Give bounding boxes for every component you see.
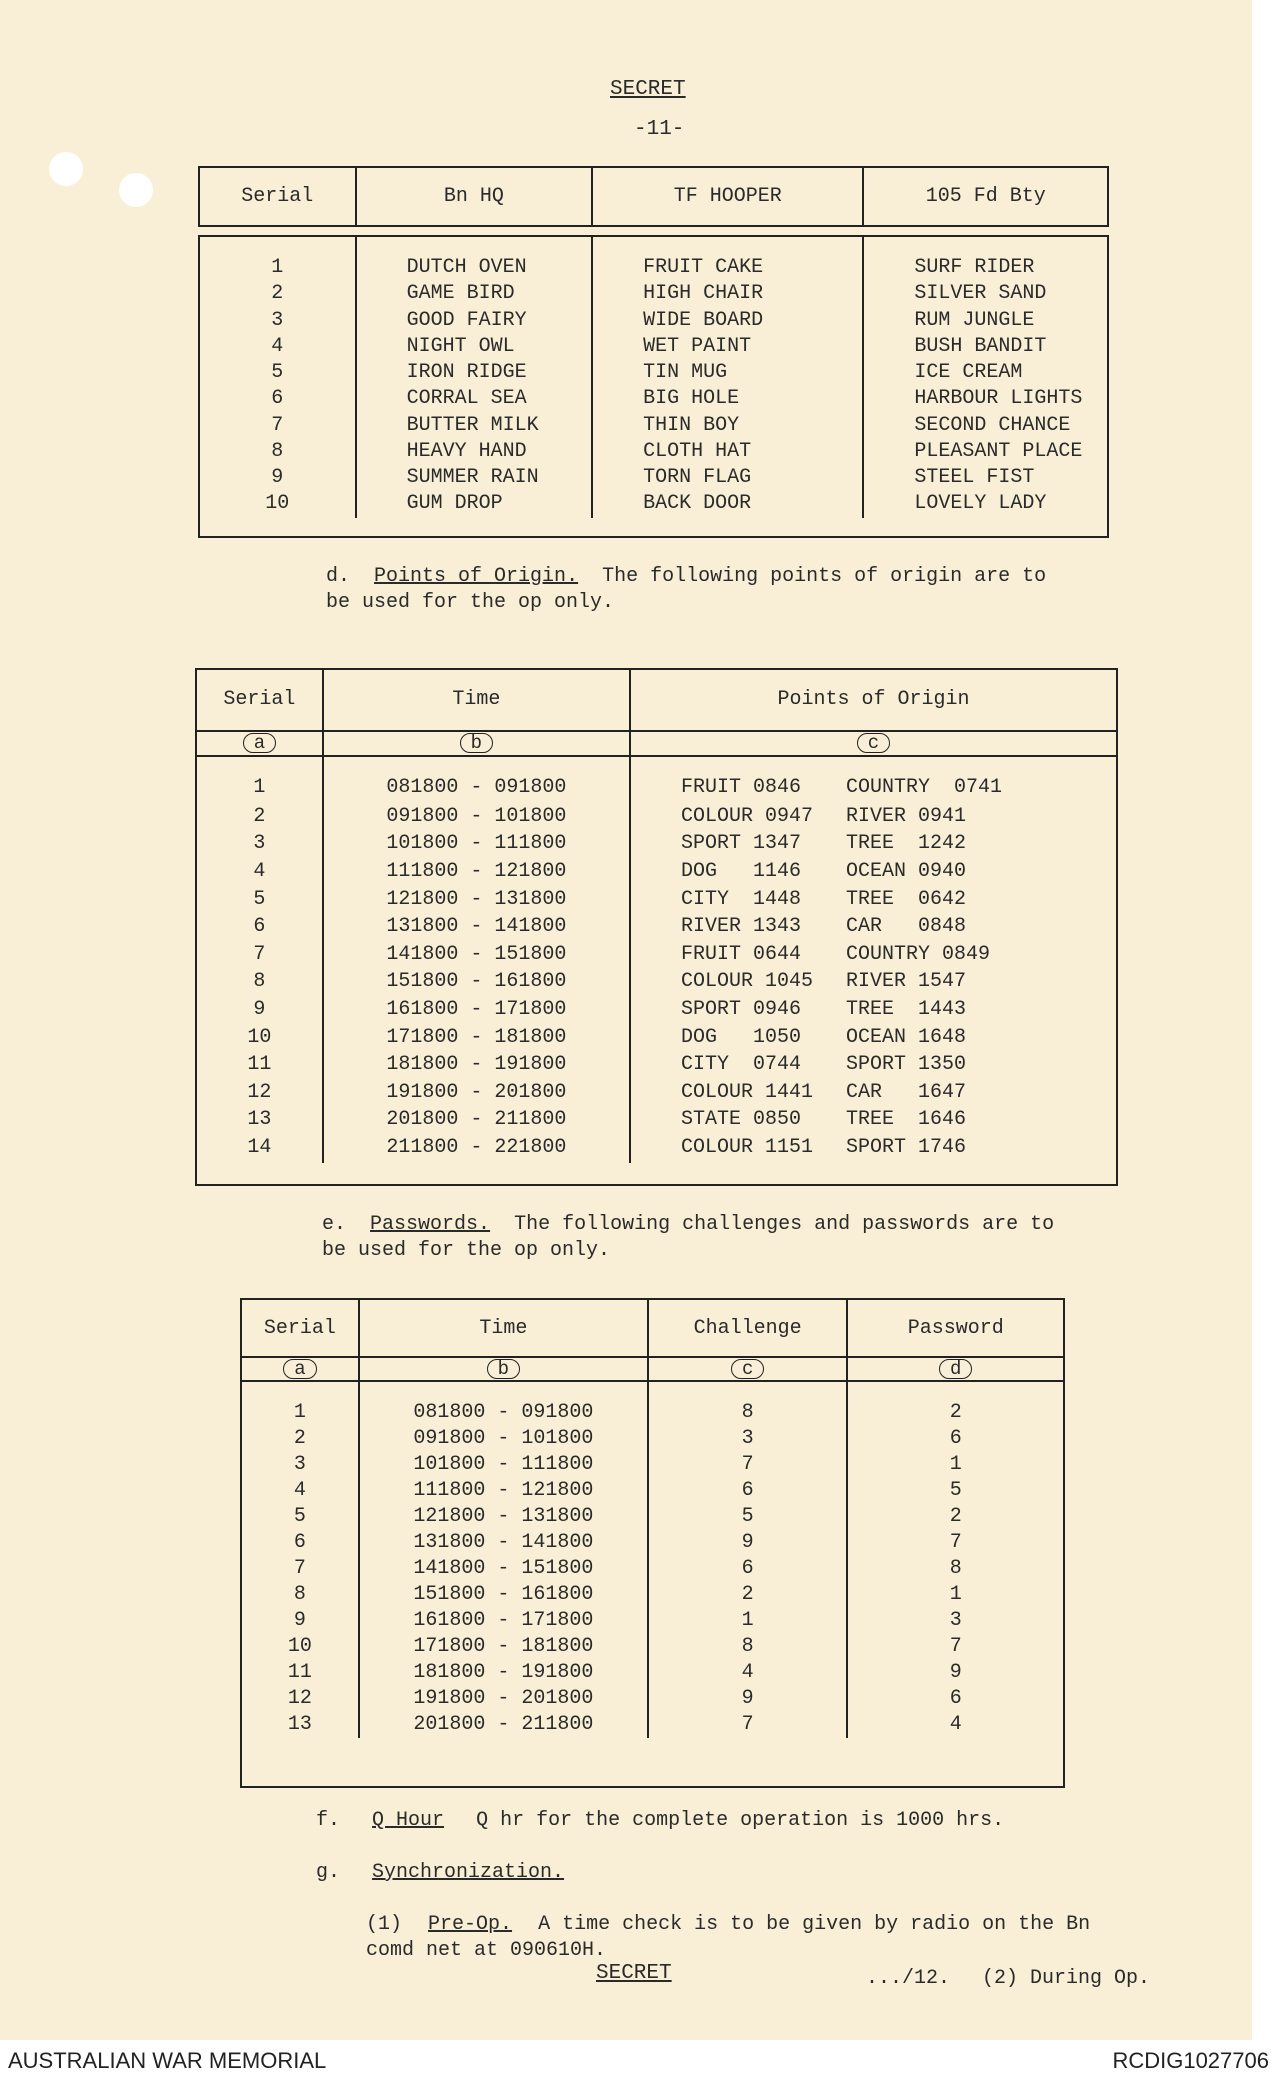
table-cell: 141800 - 151800	[359, 1556, 648, 1582]
table-cell: 5	[199, 360, 356, 386]
callsign-table	[198, 166, 1109, 538]
table-row	[196, 804, 1117, 832]
table-row	[241, 1634, 1064, 1660]
table-cell: HEAVY HAND	[356, 439, 593, 465]
origin-point: CITY 0744	[680, 1053, 801, 1077]
origin-point: COUNTRY 0741	[845, 776, 1002, 800]
table-cell: 3	[847, 1608, 1064, 1634]
item-title: Pre-Op.	[428, 1913, 513, 1936]
table-cell: HARBOUR LIGHTS	[863, 386, 1108, 412]
points-of-origin-table	[195, 668, 1118, 1186]
table-row	[199, 360, 1108, 386]
table-row	[241, 1452, 1064, 1478]
column-header: Points of Origin	[630, 669, 1117, 731]
table-cell: 8	[199, 439, 356, 465]
table-cell: 9	[199, 465, 356, 491]
table-cell: TIN MUG	[592, 360, 863, 386]
table-cell: 3	[648, 1426, 848, 1452]
table-cell: 9	[241, 1608, 359, 1634]
table-cell	[630, 804, 1117, 832]
table-cell: ICE CREAM	[863, 360, 1108, 386]
origin-point: COLOUR 1045	[680, 970, 813, 994]
table-row	[241, 1530, 1064, 1556]
table-cell: 191800 - 201800	[359, 1686, 648, 1712]
origin-point: SPORT 0946	[680, 997, 801, 1021]
table-row	[199, 439, 1108, 465]
table-cell: 2	[241, 1426, 359, 1452]
table-cell: FRUIT CAKE	[592, 236, 863, 281]
table-cell: 8	[648, 1381, 848, 1426]
table-cell: 6	[199, 386, 356, 412]
table-cell: THIN BOY	[592, 413, 863, 439]
table-cell: 101800 - 111800	[323, 831, 630, 859]
origin-point: OCEAN 0940	[845, 860, 966, 883]
table-cell: 161800 - 171800	[323, 997, 630, 1025]
section-g-item-1: (1) Pre-Op. A time check is to be given by radio on the Bn comd net at 090610H.	[366, 1913, 1091, 1962]
table-cell: 13	[196, 1107, 323, 1135]
origin-point: COLOUR 1151	[680, 1135, 813, 1159]
table-cell: GOOD FAIRY	[356, 308, 593, 334]
table-row	[199, 465, 1108, 491]
table-cell: 6	[648, 1478, 848, 1504]
table-row	[241, 1608, 1064, 1634]
table-cell	[630, 887, 1117, 915]
table-row	[241, 1686, 1064, 1712]
table-row	[241, 1504, 1064, 1530]
origin-point: CAR 0848	[845, 915, 966, 939]
table-cell: 12	[196, 1080, 323, 1108]
table-row	[196, 1080, 1117, 1108]
origin-point: STATE 0850	[680, 1108, 801, 1132]
table-cell	[630, 756, 1117, 804]
table-cell: 9	[847, 1660, 1064, 1686]
table-cell: 101800 - 111800	[359, 1452, 648, 1478]
column-letter: a	[243, 733, 276, 753]
table-cell: DUTCH OVEN	[356, 236, 593, 281]
table-cell: SURF RIDER	[863, 236, 1108, 281]
table-cell: 111800 - 121800	[323, 859, 630, 887]
table-row	[196, 859, 1117, 887]
continuation-note: (2) During Op.	[982, 1967, 1151, 1990]
table-row	[196, 831, 1117, 859]
table-cell: 2	[196, 804, 323, 832]
table-cell: SILVER SAND	[863, 281, 1108, 307]
table-cell: 7	[847, 1530, 1064, 1556]
table-spacer	[196, 1163, 1117, 1185]
table-cell: HIGH CHAIR	[592, 281, 863, 307]
table-cell	[630, 1025, 1117, 1053]
table-cell: PLEASANT PLACE	[863, 439, 1108, 465]
table-cell: 3	[241, 1452, 359, 1478]
table-row	[196, 756, 1117, 804]
origin-point: DOG 1050	[680, 1025, 801, 1049]
table-cell: CORRAL SEA	[356, 386, 593, 412]
table-cell	[630, 1135, 1117, 1163]
table-cell	[630, 1080, 1117, 1108]
archive-source: AUSTRALIAN WAR MEMORIAL	[8, 2048, 327, 2073]
table-cell: 5	[196, 887, 323, 915]
table-cell: 13	[241, 1712, 359, 1738]
column-letter: b	[460, 733, 493, 753]
origin-point: TREE 0642	[845, 887, 966, 911]
table-cell: 081800 - 091800	[323, 756, 630, 804]
section-d: d. Points of Origin. The following points of origin are to be used for the op only.	[326, 565, 1047, 614]
origin-point: TREE 1242	[845, 832, 966, 856]
table-cell: 6	[847, 1686, 1064, 1712]
origin-point: COLOUR 0947	[680, 804, 813, 828]
section-title: Passwords.	[370, 1213, 491, 1236]
table-cell: 2	[199, 281, 356, 307]
table-cell: BIG HOLE	[592, 386, 863, 412]
table-cell: GAME BIRD	[356, 281, 593, 307]
origin-point: SPORT 1746	[845, 1135, 966, 1159]
table-cell: 1	[847, 1582, 1064, 1608]
table-cell: 4	[241, 1478, 359, 1504]
table-cell: 181800 - 191800	[323, 1052, 630, 1080]
table-cell: 12	[241, 1686, 359, 1712]
table-row	[196, 997, 1117, 1025]
table-row	[199, 236, 1108, 281]
table-cell: WET PAINT	[592, 334, 863, 360]
table-row	[241, 1478, 1064, 1504]
table-cell: 171800 - 181800	[323, 1025, 630, 1053]
table-cell: 4	[199, 334, 356, 360]
table-cell: 131800 - 141800	[323, 914, 630, 942]
table-cell: 2	[847, 1381, 1064, 1426]
table-cell: 151800 - 161800	[323, 969, 630, 997]
table-row	[241, 1660, 1064, 1686]
table-cell: 2	[648, 1582, 848, 1608]
origin-point: RIVER 1343	[680, 915, 801, 939]
table-cell: 5	[847, 1478, 1064, 1504]
section-title: Q Hour	[372, 1809, 445, 1832]
origin-point: RIVER 0941	[845, 804, 966, 828]
table-cell: 7	[847, 1634, 1064, 1660]
secret-header: SECRET	[610, 78, 686, 101]
table-cell: 171800 - 181800	[359, 1634, 648, 1660]
table-row	[196, 1052, 1117, 1080]
table-cell: 11	[241, 1660, 359, 1686]
table-cell: 3	[199, 308, 356, 334]
table-row	[199, 491, 1108, 517]
table-cell: TORN FLAG	[592, 465, 863, 491]
table-cell: 6	[847, 1426, 1064, 1452]
table-row	[241, 1556, 1064, 1582]
table-spacer	[199, 518, 1108, 537]
table-cell: 121800 - 131800	[323, 887, 630, 915]
table-cell: 4	[648, 1660, 848, 1686]
table-cell: 7	[648, 1712, 848, 1738]
column-letter: c	[857, 733, 890, 753]
section-e: e. Passwords. The following challenges and passwords are to be used for the op only.	[322, 1213, 1055, 1262]
column-header: Password	[847, 1299, 1064, 1357]
column-header: Time	[323, 669, 630, 731]
table-cell	[630, 914, 1117, 942]
table-cell: BUTTER MILK	[356, 413, 593, 439]
table-cell: 8	[196, 969, 323, 997]
column-letter: c	[731, 1359, 764, 1379]
table-cell: 5	[648, 1504, 848, 1530]
table-cell: 8	[847, 1556, 1064, 1582]
table-cell: 1	[241, 1381, 359, 1426]
table-cell: 9	[648, 1686, 848, 1712]
origin-point: RIVER 1547	[845, 970, 966, 994]
origin-point: CITY 1448	[680, 887, 801, 911]
column-letter: d	[939, 1359, 972, 1379]
table-cell: 201800 - 211800	[359, 1712, 648, 1738]
origin-point: DOG 1146	[680, 860, 801, 883]
table-cell: 1	[648, 1608, 848, 1634]
table-cell: 6	[196, 914, 323, 942]
section-g: g. Synchronization.	[316, 1861, 565, 1884]
column-header: TF HOOPER	[592, 167, 863, 226]
column-header: Time	[359, 1299, 648, 1357]
table-cell: 7	[199, 413, 356, 439]
table-row	[196, 1025, 1117, 1053]
section-title: Points of Origin.	[374, 565, 579, 588]
table-cell: 5	[241, 1504, 359, 1530]
table-cell: 7	[196, 942, 323, 970]
table-row	[241, 1381, 1064, 1426]
table-cell: 7	[648, 1452, 848, 1478]
origin-point: FRUIT 0644	[680, 942, 801, 966]
table-row	[199, 281, 1108, 307]
origin-point: FRUIT 0846	[680, 776, 801, 800]
table-spacer	[241, 1738, 1064, 1787]
table-cell	[630, 1052, 1117, 1080]
origin-point: SPORT 1347	[680, 832, 801, 856]
table-cell: CLOTH HAT	[592, 439, 863, 465]
origin-point: SPORT 1350	[845, 1053, 966, 1077]
table-row	[199, 413, 1108, 439]
table-cell: 1	[847, 1452, 1064, 1478]
table-cell: 211800 - 221800	[323, 1135, 630, 1163]
table-cell: WIDE BOARD	[592, 308, 863, 334]
table-cell: 1	[199, 236, 356, 281]
column-letter: a	[283, 1359, 316, 1379]
table-cell: 121800 - 131800	[359, 1504, 648, 1530]
punch-hole	[49, 152, 83, 186]
section-f: f. Q Hour Q hr for the complete operation is 1000 hrs.	[316, 1809, 1005, 1832]
table-cell: BUSH BANDIT	[863, 334, 1108, 360]
passwords-table	[240, 1298, 1065, 1788]
table-row	[241, 1426, 1064, 1452]
table-row	[196, 1107, 1117, 1135]
punch-hole	[119, 173, 153, 207]
column-header: Serial	[241, 1299, 359, 1357]
column-header: Serial	[196, 669, 323, 731]
column-header: Bn HQ	[356, 167, 593, 226]
table-cell	[630, 1107, 1117, 1135]
table-cell: 151800 - 161800	[359, 1582, 648, 1608]
table-cell: 8	[648, 1634, 848, 1660]
table-cell: 1	[196, 756, 323, 804]
table-cell: 091800 - 101800	[323, 804, 630, 832]
table-cell: 10	[199, 491, 356, 517]
table-cell: 4	[196, 859, 323, 887]
table-cell: 9	[648, 1530, 848, 1556]
table-cell: 8	[241, 1582, 359, 1608]
table-row	[196, 942, 1117, 970]
table-cell: 4	[847, 1712, 1064, 1738]
page-number: -11-	[634, 118, 685, 141]
table-cell: IRON RIDGE	[356, 360, 593, 386]
table-cell: SECOND CHANCE	[863, 413, 1108, 439]
table-row	[241, 1582, 1064, 1608]
table-cell: NIGHT OWL	[356, 334, 593, 360]
table-cell: 111800 - 121800	[359, 1478, 648, 1504]
table-cell: 081800 - 091800	[359, 1381, 648, 1426]
table-cell: SUMMER RAIN	[356, 465, 593, 491]
table-cell: RUM JUNGLE	[863, 308, 1108, 334]
table-row	[241, 1712, 1064, 1738]
table-row	[196, 969, 1117, 997]
table-cell: 2	[847, 1504, 1064, 1530]
table-cell: STEEL FIST	[863, 465, 1108, 491]
table-cell: BACK DOOR	[592, 491, 863, 517]
origin-point: OCEAN 1648	[845, 1025, 966, 1049]
table-cell: LOVELY LADY	[863, 491, 1108, 517]
table-cell: 141800 - 151800	[323, 942, 630, 970]
table-cell: 14	[196, 1135, 323, 1163]
column-header: Serial	[199, 167, 356, 226]
table-row	[199, 308, 1108, 334]
table-cell: 11	[196, 1052, 323, 1080]
table-row	[196, 887, 1117, 915]
table-cell	[630, 997, 1117, 1025]
column-letter: b	[487, 1359, 520, 1379]
archive-reference: RCDIG1027706	[1112, 2048, 1269, 2073]
origin-point: CAR 1647	[845, 1080, 966, 1104]
origin-point: TREE 1443	[845, 997, 966, 1021]
table-cell: 3	[196, 831, 323, 859]
table-cell	[630, 859, 1117, 887]
column-header: Challenge	[648, 1299, 848, 1357]
table-row	[196, 914, 1117, 942]
table-row	[199, 334, 1108, 360]
table-cell: 201800 - 211800	[323, 1107, 630, 1135]
origin-point: COUNTRY 0849	[845, 942, 990, 966]
table-cell: 7	[241, 1556, 359, 1582]
table-cell: 6	[648, 1556, 848, 1582]
table-cell	[630, 942, 1117, 970]
secret-footer: SECRET	[596, 1962, 672, 1985]
table-cell: 131800 - 141800	[359, 1530, 648, 1556]
table-row	[196, 1135, 1117, 1163]
next-page-ref: .../12.	[866, 1967, 951, 1990]
section-title: Synchronization.	[372, 1861, 565, 1884]
table-cell	[630, 969, 1117, 997]
table-cell: 091800 - 101800	[359, 1426, 648, 1452]
table-cell: 191800 - 201800	[323, 1080, 630, 1108]
table-row	[199, 386, 1108, 412]
table-cell: 10	[196, 1025, 323, 1053]
column-header: 105 Fd Bty	[863, 167, 1108, 226]
table-cell: 10	[241, 1634, 359, 1660]
table-cell: 9	[196, 997, 323, 1025]
table-cell: 6	[241, 1530, 359, 1556]
table-cell: 181800 - 191800	[359, 1660, 648, 1686]
table-cell: GUM DROP	[356, 491, 593, 517]
origin-point: COLOUR 1441	[680, 1080, 813, 1104]
table-cell: 161800 - 171800	[359, 1608, 648, 1634]
origin-point: TREE 1646	[845, 1108, 966, 1132]
table-cell	[630, 831, 1117, 859]
